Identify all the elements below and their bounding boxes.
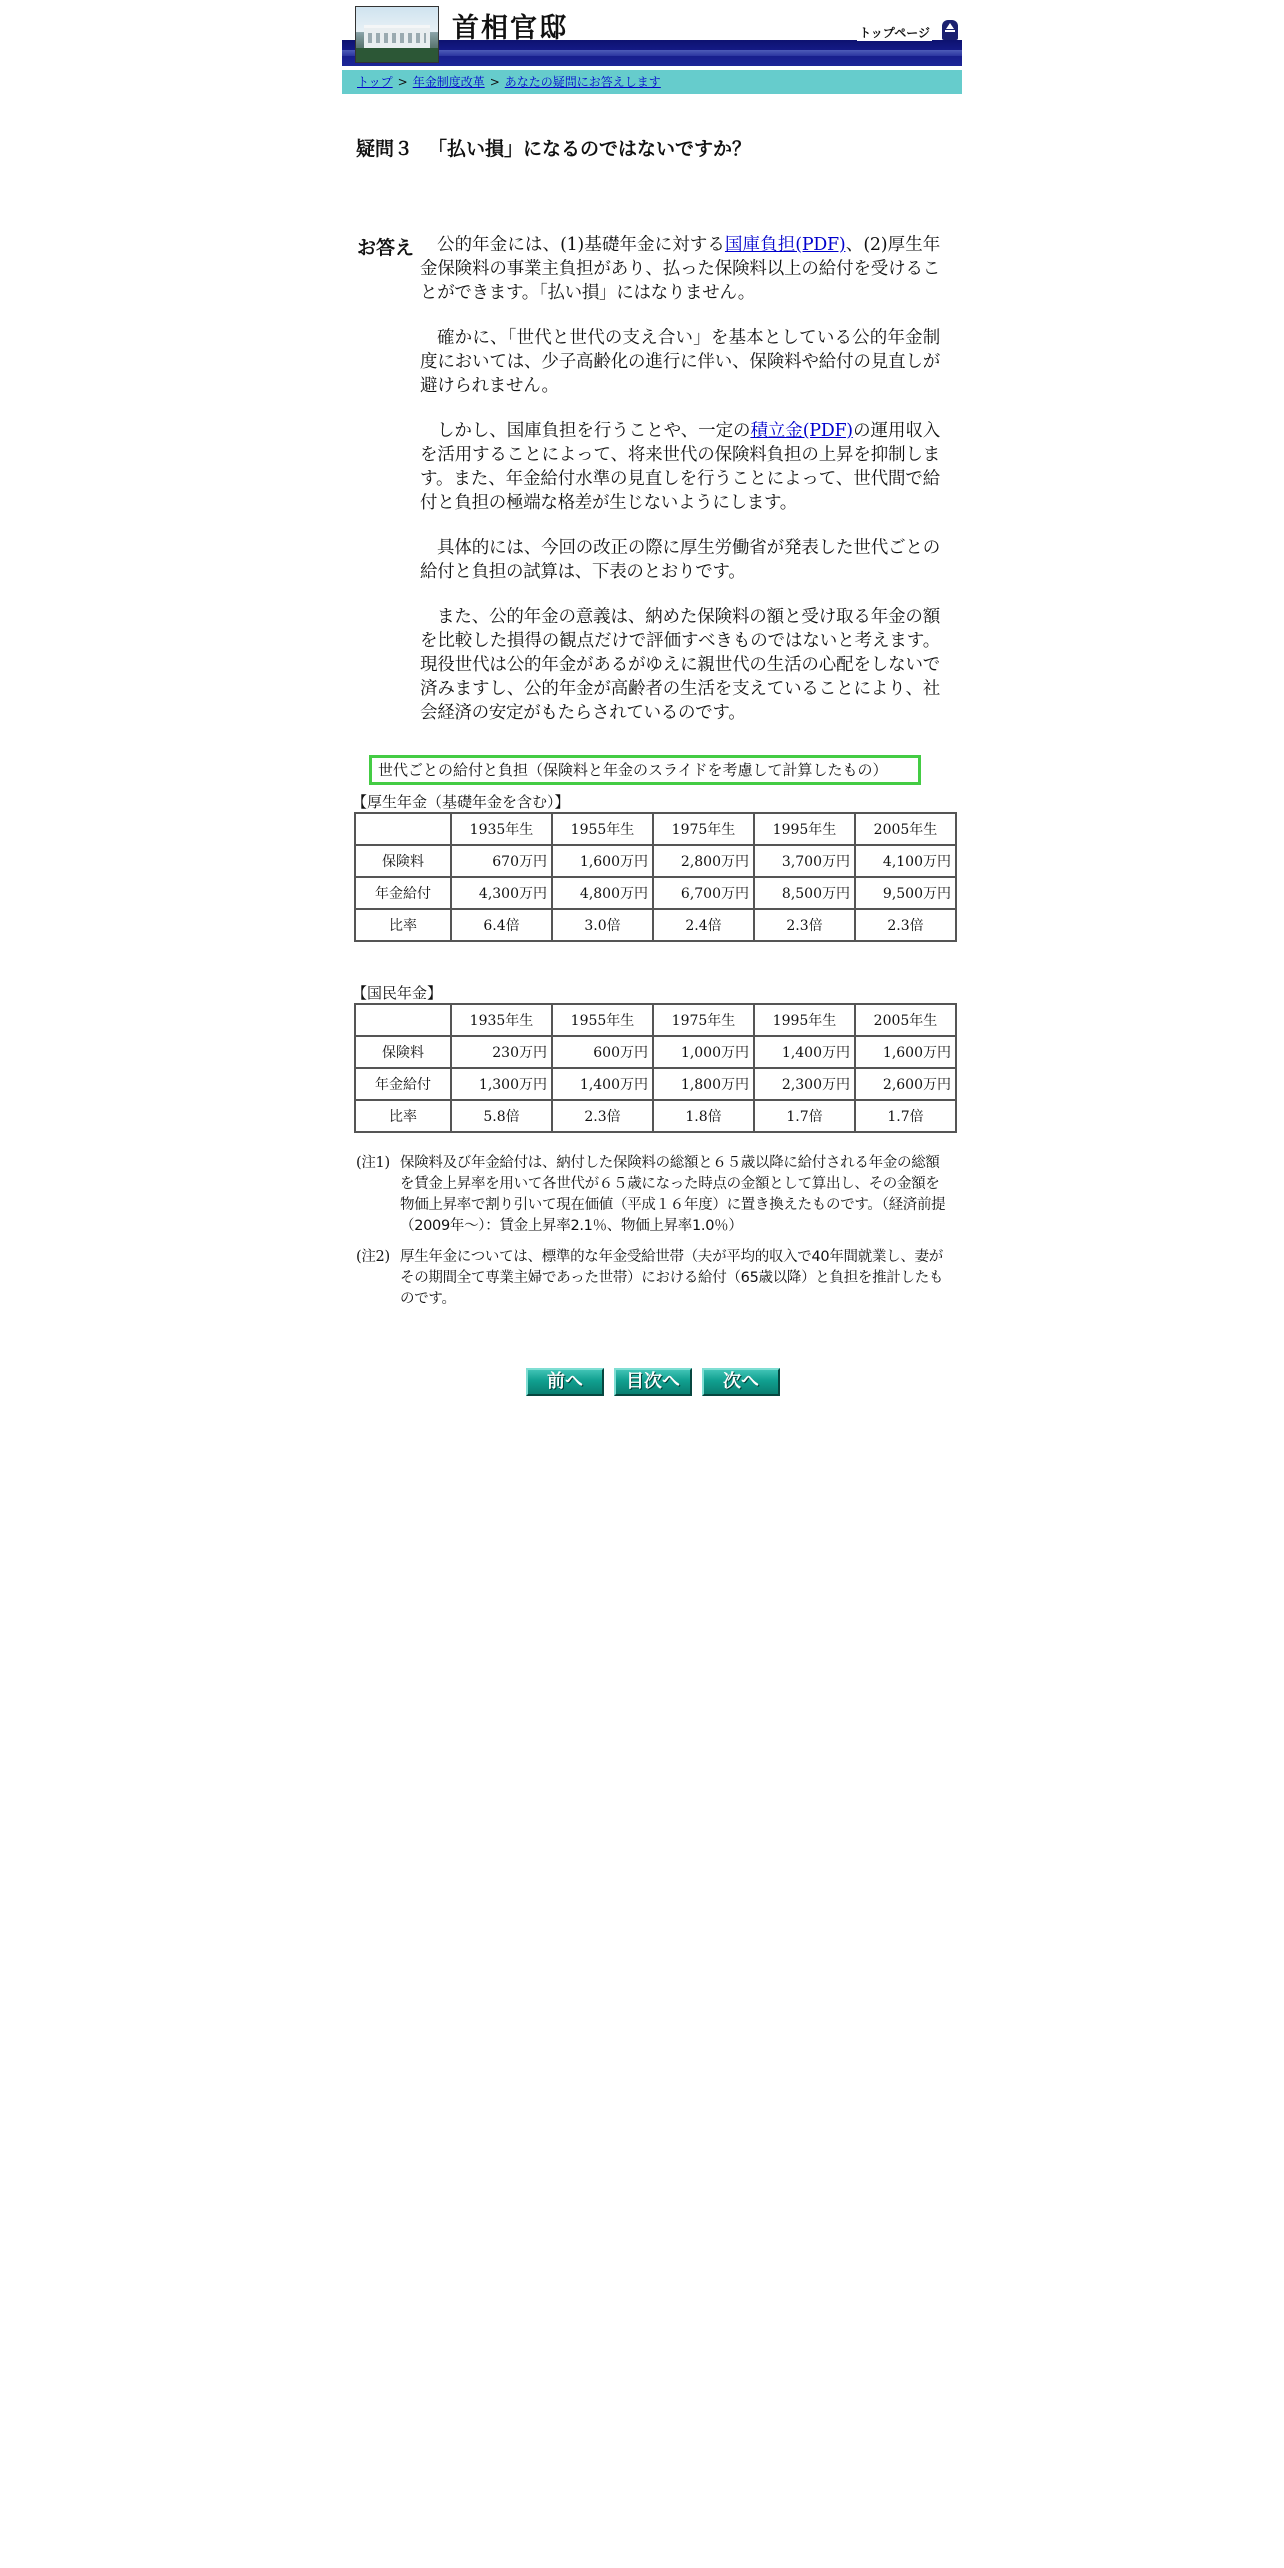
- table-cell: 600万円: [552, 1036, 653, 1068]
- question-heading: [356, 134, 962, 161]
- note-label: (注1): [356, 1155, 390, 1171]
- table-cell: 1,400万円: [552, 1068, 653, 1100]
- table-cell: 比率: [355, 1100, 451, 1132]
- kokumin-nenkin-table: [354, 1003, 957, 1133]
- table-cell: 1935年生: [451, 1004, 552, 1036]
- notes: [356, 1153, 946, 1310]
- text-span: (1): [560, 235, 584, 255]
- breadcrumb-faq[interactable]: あなたの疑問にお答えします: [504, 75, 661, 89]
- breadcrumb-pension-reform[interactable]: 年金制度改革: [412, 75, 485, 89]
- table-cell: 3,700万円: [754, 845, 855, 877]
- note-2: [356, 1247, 946, 1310]
- table-cell: 2.4倍: [653, 909, 754, 941]
- table-cell: 2005年生: [855, 1004, 956, 1036]
- table-cell: 1,000万円: [653, 1036, 754, 1068]
- table-cell: 9,500万円: [855, 877, 956, 909]
- prev-button[interactable]: 前へ: [526, 1368, 604, 1396]
- table-cell: 230万円: [451, 1036, 552, 1068]
- table-cell: 3.0倍: [552, 909, 653, 941]
- answer-label: お答え: [357, 237, 415, 259]
- breadcrumb-separator: >: [397, 75, 408, 89]
- table-cell: 5.8倍: [451, 1100, 552, 1132]
- table-cell: 年金給付: [355, 1068, 451, 1100]
- table-cell: 2,600万円: [855, 1068, 956, 1100]
- table-cell: 比率: [355, 909, 451, 941]
- table-cell: 2.3倍: [855, 909, 956, 941]
- table-cell: 1955年生: [552, 1004, 653, 1036]
- table-cell: 1,300万円: [451, 1068, 552, 1100]
- table-cell: 1975年生: [653, 813, 754, 845]
- table-cell: 1,800万円: [653, 1068, 754, 1100]
- table-cell: 4,800万円: [552, 877, 653, 909]
- table-row: [355, 1068, 956, 1100]
- national-treasury-pdf-link[interactable]: 国庫負担(PDF): [724, 235, 846, 255]
- question-text: 「払い損」になるのではないですか？: [428, 138, 752, 160]
- kantei-photo[interactable]: [355, 6, 439, 63]
- table-cell: 1.7倍: [754, 1100, 855, 1132]
- site-header: [342, 0, 962, 70]
- table-cell: 2,800万円: [653, 845, 754, 877]
- page: [342, 0, 962, 1396]
- answer-paragraph-1: [420, 233, 940, 305]
- table-row: [355, 909, 956, 941]
- breadcrumb-separator: >: [489, 75, 500, 89]
- table-cell: 4,100万円: [855, 845, 956, 877]
- table-cell: 2005年生: [855, 813, 956, 845]
- text-span: 厚生年金保険料の事業主負担があり、払った保険料以上の給付を受けることができます。「払い損」にはなりません。: [420, 235, 940, 303]
- table-cell: 保険料: [355, 1036, 451, 1068]
- answer-paragraph-3: [420, 419, 940, 515]
- kokumin-table-caption: 【国民年金】: [352, 984, 443, 1002]
- table-cell: 1995年生: [754, 1004, 855, 1036]
- table-cell: 1,600万円: [855, 1036, 956, 1068]
- table-cell: 1.8倍: [653, 1100, 754, 1132]
- breadcrumb-top[interactable]: トップ: [357, 75, 393, 89]
- table-cell: [355, 1004, 451, 1036]
- table-cell: 6.4倍: [451, 909, 552, 941]
- answer-section: [342, 233, 962, 725]
- reserve-fund-pdf-link[interactable]: 積立金(PDF): [750, 421, 853, 441]
- breadcrumb: [342, 70, 962, 94]
- table-cell: 6,700万円: [653, 877, 754, 909]
- table-cell: 1975年生: [653, 1004, 754, 1036]
- table-cell: 年金給付: [355, 877, 451, 909]
- table-cell: 1935年生: [451, 813, 552, 845]
- text-span: の運用収入を活用することによって、将来世代の保険料負担の上昇を抑制します。また、年金給付水準の見直しを行うことによって、世代間で給付と負担の極端な格差が生じないようにします。: [420, 421, 941, 513]
- table-cell: 2.3倍: [552, 1100, 653, 1132]
- table-cell: 4,300万円: [451, 877, 552, 909]
- table-cell: 1,400万円: [754, 1036, 855, 1068]
- index-button[interactable]: 目次へ: [614, 1368, 692, 1396]
- text-span: 基礎年金に対する: [583, 235, 725, 255]
- table-cell: 1.7倍: [855, 1100, 956, 1132]
- top-page-up-icon[interactable]: [942, 20, 958, 40]
- table-title: 世代ごとの給付と負担（保険料と年金のスライドを考慮して計算したもの）: [369, 755, 921, 785]
- question-number: 疑問３: [356, 138, 414, 160]
- answer-body: [420, 233, 940, 725]
- table-row: [355, 1036, 956, 1068]
- answer-paragraph-5: また、公的年金の意義は、納めた保険料の額と受け取る年金の額を比較した損得の観点だけで評価すべきものではないと考えます。現役世代は公的年金があるがゆえに親世代の生活の心配をしないで済みますし、公的年金が高齢者の生活を支えていることにより、社会経済の安定がもたらされているのです。: [420, 607, 940, 723]
- answer-paragraph-2: 確かに、「世代と世代の支え合い」を基本としている公的年金制度においては、少子高齢化の進行に伴い、保険料や給付の見直しが避けられません。: [420, 328, 940, 396]
- note-label: (注2): [356, 1249, 390, 1265]
- table-header-row: [355, 813, 956, 845]
- text-span: しかし、国庫負担を行うことや、一定の: [437, 421, 751, 441]
- table-header-row: [355, 1004, 956, 1036]
- table-cell: 1995年生: [754, 813, 855, 845]
- text-span: 、(2): [845, 235, 888, 255]
- table-cell: 1955年生: [552, 813, 653, 845]
- table-cell: 1,600万円: [552, 845, 653, 877]
- kosei-table-caption: 【厚生年金（基礎年金を含む）】: [352, 793, 570, 811]
- table-cell: 8,500万円: [754, 877, 855, 909]
- answer-paragraph-4: 具体的には、今回の改正の際に厚生労働省が発表した世代ごとの給付と負担の試算は、下表のとおりです。: [420, 538, 940, 582]
- kosei-nenkin-table: [354, 812, 957, 942]
- note-text: 厚生年金については、標準的な年金受給世帯（夫が平均的収入で40年間就業し、妻がその期間全て専業主婦であった世帯）における給付（65歳以降）と負担を推計したものです。: [400, 1249, 944, 1307]
- note-1: [356, 1153, 946, 1237]
- table-row: [355, 877, 956, 909]
- table-cell: 保険料: [355, 845, 451, 877]
- table-cell: 670万円: [451, 845, 552, 877]
- table-row: [355, 1100, 956, 1132]
- table-cell: [355, 813, 451, 845]
- text-span: 公的年金には、: [437, 235, 561, 255]
- site-title[interactable]: 首相官邸: [452, 13, 568, 44]
- next-button[interactable]: 次へ: [702, 1368, 780, 1396]
- top-page-link[interactable]: トップページ: [859, 26, 930, 40]
- table-cell: 2,300万円: [754, 1068, 855, 1100]
- page-navigation: [342, 1368, 962, 1396]
- table-row: [355, 845, 956, 877]
- note-text: 保険料及び年金給付は、納付した保険料の総額と６５歳以降に給付される年金の総額を賃金上昇率を用いて各世代が６５歳になった時点の金額として算出し、その金額を物価上昇率で割り引いて現在価値（平成１６年度）に置き換えたものです。（経済前提（2009年～）：賃金上昇率2.1％、物価上昇率1.0％）: [400, 1155, 946, 1234]
- table-cell: 2.3倍: [754, 909, 855, 941]
